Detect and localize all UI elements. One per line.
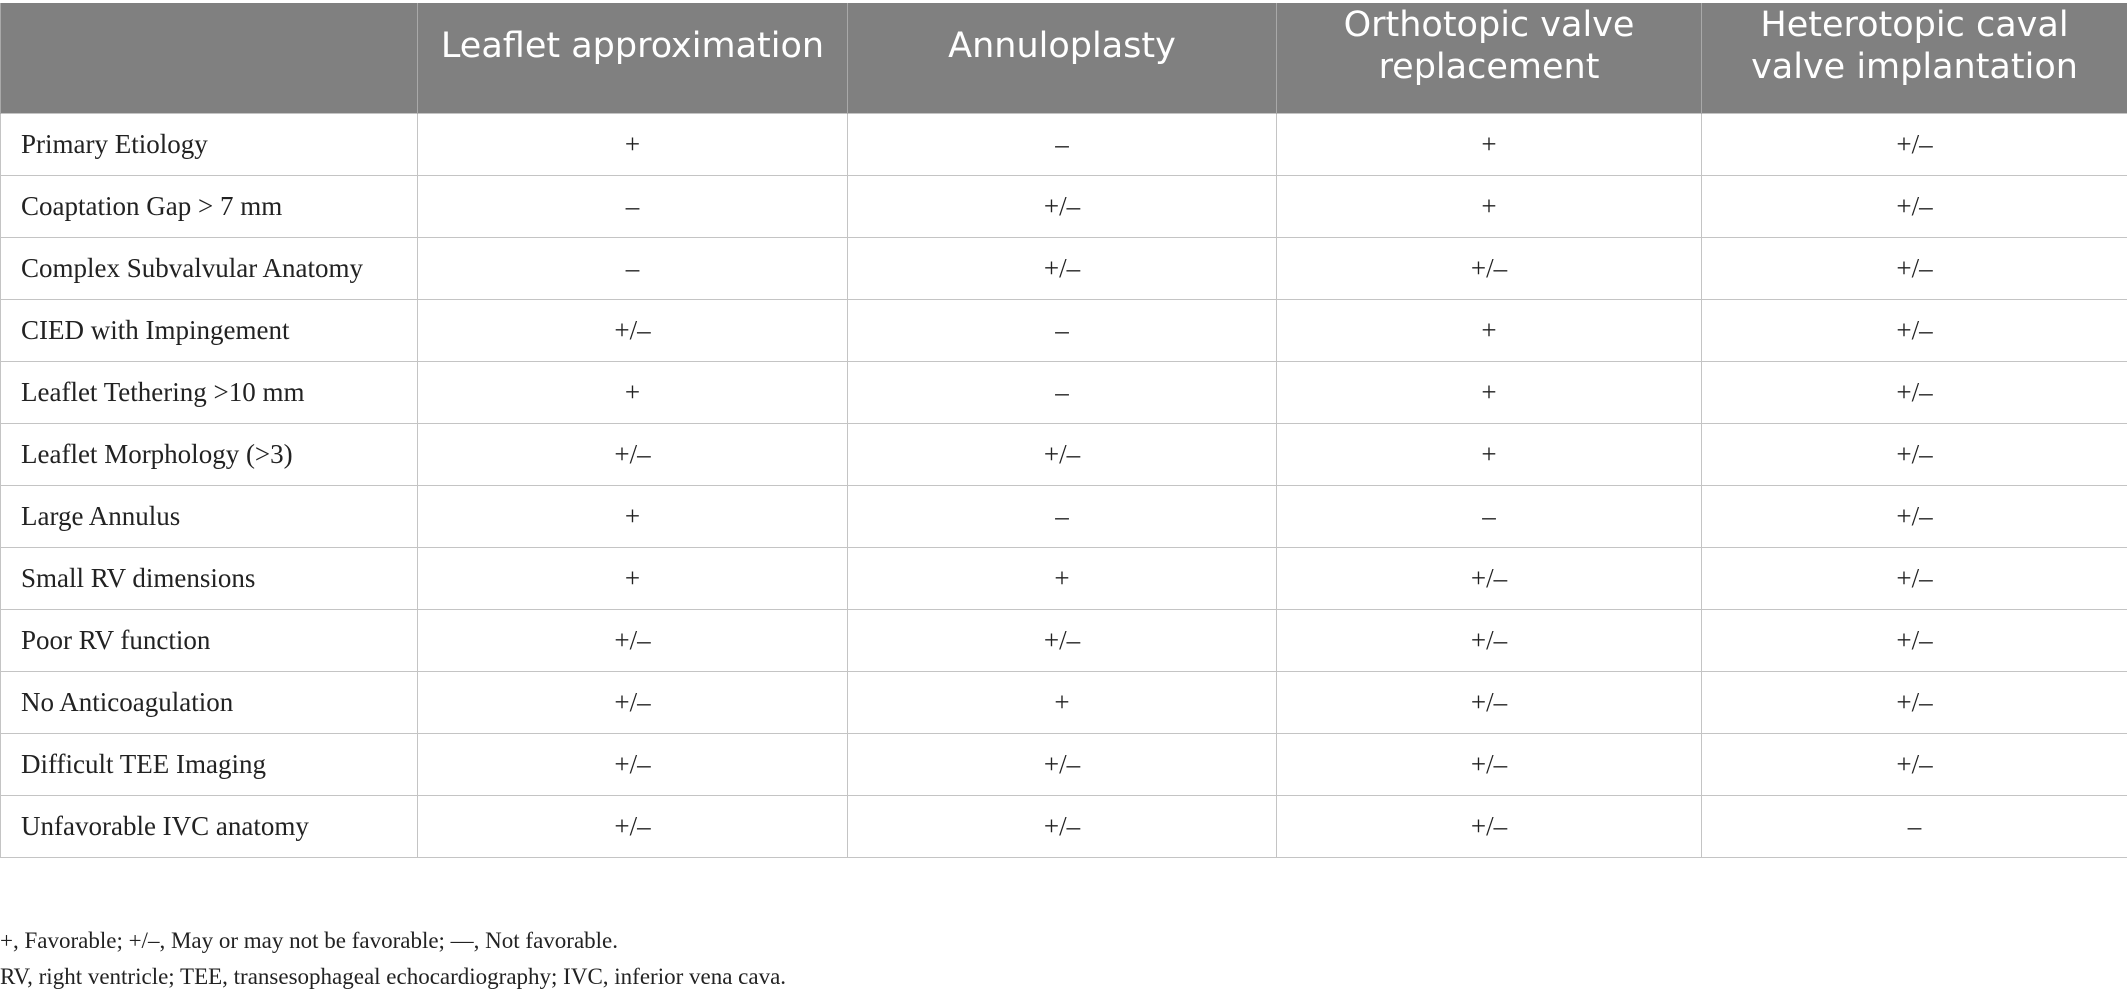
cell-orthotopic-valve-replacement: +/– [1277, 733, 1702, 795]
cell-heterotopic-caval-valve-implantation: +/– [1702, 547, 2127, 609]
cell-leaflet-approximation: +/– [418, 795, 848, 857]
cell-leaflet-approximation: + [418, 113, 848, 175]
cell-annuloplasty: – [848, 113, 1277, 175]
row-label: CIED with Impingement [1, 299, 418, 361]
cell-orthotopic-valve-replacement: +/– [1277, 237, 1702, 299]
cell-leaflet-approximation: – [418, 237, 848, 299]
row-label: Unfavorable IVC anatomy [1, 795, 418, 857]
cell-annuloplasty: +/– [848, 175, 1277, 237]
cell-orthotopic-valve-replacement: +/– [1277, 547, 1702, 609]
row-label: Poor RV function [1, 609, 418, 671]
cell-heterotopic-caval-valve-implantation: +/– [1702, 485, 2127, 547]
cell-orthotopic-valve-replacement: +/– [1277, 795, 1702, 857]
row-label: Difficult TEE Imaging [1, 733, 418, 795]
row-label: Large Annulus [1, 485, 418, 547]
cell-annuloplasty: +/– [848, 237, 1277, 299]
cell-annuloplasty: – [848, 299, 1277, 361]
row-label: Leaflet Tethering >10 mm [1, 361, 418, 423]
table-row [1, 175, 2127, 237]
table-row [1, 609, 2127, 671]
cell-orthotopic-valve-replacement: + [1277, 113, 1702, 175]
cell-annuloplasty: – [848, 361, 1277, 423]
cell-annuloplasty: +/– [848, 423, 1277, 485]
cell-orthotopic-valve-replacement: + [1277, 423, 1702, 485]
header-orthotopic-valve-replacement: Orthotopic valve replacement [1277, 3, 1702, 113]
cell-heterotopic-caval-valve-implantation: +/– [1702, 175, 2127, 237]
header-corner [1, 3, 418, 113]
cell-leaflet-approximation: +/– [418, 423, 848, 485]
table-header-row [1, 3, 2127, 113]
table-row [1, 485, 2127, 547]
table-body [1, 113, 2127, 857]
table-footnotes [0, 923, 2127, 995]
footnote-abbreviations: RV, right ventricle; TEE, transesophageal echocardiography; IVC, inferior vena cava. [0, 964, 787, 989]
row-label: Leaflet Morphology (>3) [1, 423, 418, 485]
table-row [1, 795, 2127, 857]
table-row [1, 733, 2127, 795]
table-row [1, 547, 2127, 609]
cell-heterotopic-caval-valve-implantation: +/– [1702, 237, 2127, 299]
cell-leaflet-approximation: +/– [418, 733, 848, 795]
cell-annuloplasty: +/– [848, 609, 1277, 671]
cell-leaflet-approximation: +/– [418, 299, 848, 361]
cell-heterotopic-caval-valve-implantation: +/– [1702, 113, 2127, 175]
cell-leaflet-approximation: +/– [418, 671, 848, 733]
table-row [1, 237, 2127, 299]
cell-leaflet-approximation: + [418, 547, 848, 609]
cell-heterotopic-caval-valve-implantation: – [1702, 795, 2127, 857]
row-label: No Anticoagulation [1, 671, 418, 733]
cell-annuloplasty: + [848, 671, 1277, 733]
table-row [1, 423, 2127, 485]
cell-leaflet-approximation: + [418, 361, 848, 423]
cell-leaflet-approximation: + [418, 485, 848, 547]
cell-orthotopic-valve-replacement: + [1277, 299, 1702, 361]
comparison-table-wrapper [0, 3, 2127, 858]
cell-orthotopic-valve-replacement: + [1277, 175, 1702, 237]
cell-orthotopic-valve-replacement: +/– [1277, 609, 1702, 671]
cell-heterotopic-caval-valve-implantation: +/– [1702, 671, 2127, 733]
table-row [1, 113, 2127, 175]
cell-annuloplasty: +/– [848, 733, 1277, 795]
cell-annuloplasty: + [848, 547, 1277, 609]
row-label: Small RV dimensions [1, 547, 418, 609]
cell-heterotopic-caval-valve-implantation: +/– [1702, 299, 2127, 361]
header-leaflet-approximation: Leaflet approximation [418, 3, 848, 113]
table-row [1, 671, 2127, 733]
row-label: Primary Etiology [1, 113, 418, 175]
cell-leaflet-approximation: – [418, 175, 848, 237]
header-heterotopic-caval-valve-implantation: Heterotopic caval valve implantation [1702, 3, 2127, 113]
cell-heterotopic-caval-valve-implantation: +/– [1702, 609, 2127, 671]
table-row [1, 361, 2127, 423]
cell-leaflet-approximation: +/– [418, 609, 848, 671]
cell-annuloplasty: +/– [848, 795, 1277, 857]
cell-heterotopic-caval-valve-implantation: +/– [1702, 423, 2127, 485]
header-annuloplasty: Annuloplasty [848, 3, 1277, 113]
cell-annuloplasty: – [848, 485, 1277, 547]
cell-orthotopic-valve-replacement: – [1277, 485, 1702, 547]
row-label: Coaptation Gap > 7 mm [1, 175, 418, 237]
cell-orthotopic-valve-replacement: + [1277, 361, 1702, 423]
cell-heterotopic-caval-valve-implantation: +/– [1702, 733, 2127, 795]
footnote-legend: +, Favorable; +/–, May or may not be favorable; —, Not favorable. [0, 928, 619, 953]
row-label: Complex Subvalvular Anatomy [1, 237, 418, 299]
comparison-table [0, 3, 2127, 858]
cell-orthotopic-valve-replacement: +/– [1277, 671, 1702, 733]
cell-heterotopic-caval-valve-implantation: +/– [1702, 361, 2127, 423]
table-row [1, 299, 2127, 361]
